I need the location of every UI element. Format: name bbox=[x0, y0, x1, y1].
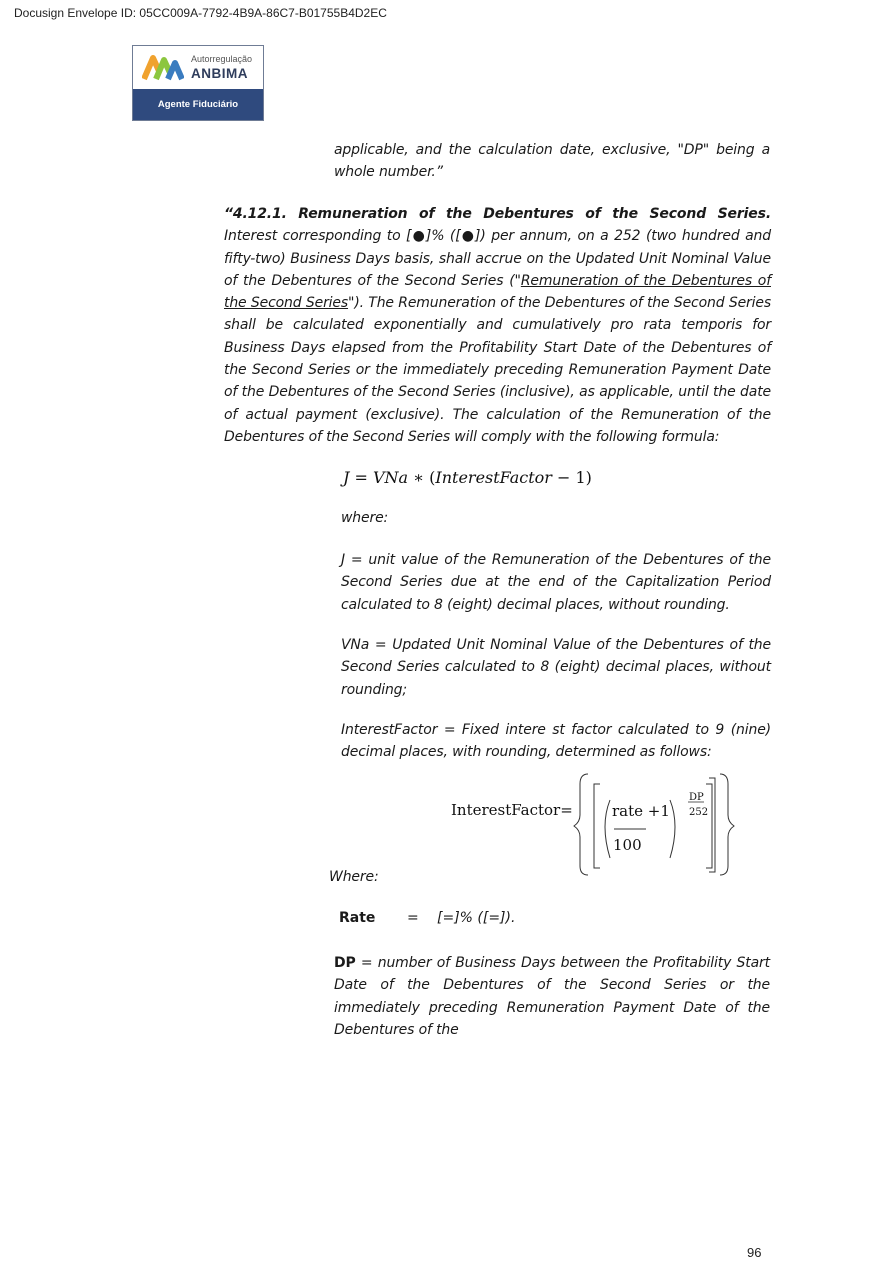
definition-vna: VNa = Updated Unit Nominal Value of the Debentures of the Second Series calculated to 8 (eight) decimal places, without rounding; bbox=[341, 637, 771, 698]
where-label-2: Where: bbox=[329, 869, 379, 885]
definition-j: J = unit value of the Remuneration of the Debentures of the Second Series due at the end of the Capitalization Period calculated to 8 (eight) decimal places, without rounding. bbox=[341, 552, 771, 613]
exponent-denominator: 252 bbox=[689, 807, 709, 818]
page-number: 96 bbox=[747, 1245, 762, 1260]
anbima-mark-icon bbox=[142, 55, 184, 81]
section-heading: “4.12.1. Remuneration of the Debentures of the Second Series. bbox=[224, 206, 771, 222]
rate-value: [=]% ([=]). bbox=[437, 910, 516, 926]
envelope-id: Docusign Envelope ID: 05CC009A-7792-4B9A-86C7-B01755B4D2EC bbox=[14, 6, 387, 20]
anbima-logo bbox=[132, 45, 264, 121]
paragraph-4-12-1 bbox=[224, 203, 771, 448]
where-label: where: bbox=[341, 510, 389, 526]
logo-title: ANBIMA bbox=[191, 66, 248, 81]
dp-text: = number of Business Days between the Profitability Start Date of the Debentures of the Second Series or the immediately preceding Remuneration Payment Date of the Debentures of the bbox=[334, 955, 770, 1038]
rate-label: Rate bbox=[339, 910, 376, 926]
exponent-numerator: DP bbox=[689, 792, 704, 803]
formula-denominator: 100 bbox=[613, 836, 642, 854]
definition-dp bbox=[334, 952, 770, 1041]
rate-equals: = bbox=[407, 910, 419, 926]
paragraph-text-a: Interest corresponding to [●]% ([●]) per annum, on a 252 (two hundred and fifty-two) Business Days basis, shall accrue on the Updated Unit Nominal Value of the Debentures of the Second Series (" bbox=[224, 228, 771, 289]
formula-j: J = VNa ∗ (InterestFactor − 1) bbox=[343, 468, 592, 487]
paragraph-text-b: "). The Remuneration of the Debentures of the Second Series shall be calculated exponentially and cumulatively pro rata temporis for Business Days elapsed from the Profitability Start Date of the Debentures of the Second Series or the immediately preceding Remuneration Payment Date of the Debentures of the Second Series (inclusive), as applicable, until the date of actual payment (exclusive). The calculation of the Remuneration of the Debentures of the Second Series will comply with the following formula: bbox=[224, 295, 771, 445]
paragraph-continuation: applicable, and the calculation date, exclusive, "DP" being a whole number.” bbox=[334, 142, 770, 181]
logo-band: Agente Fiduciário bbox=[133, 89, 263, 120]
formula-lhs: InterestFactor= bbox=[451, 801, 573, 819]
formula-numerator: rate +1 bbox=[612, 802, 670, 820]
interest-factor-formula bbox=[440, 770, 740, 880]
definition-interest-factor: InterestFactor = Fixed intere st factor calculated to 9 (nine) decimal places, with rounding, determined as follows: bbox=[341, 722, 771, 761]
defined-term: Remuneration of the Debentures of the Second Series bbox=[224, 272, 771, 312]
dp-label: DP bbox=[334, 955, 356, 971]
logo-subtitle: Autorregulação bbox=[191, 54, 253, 64]
